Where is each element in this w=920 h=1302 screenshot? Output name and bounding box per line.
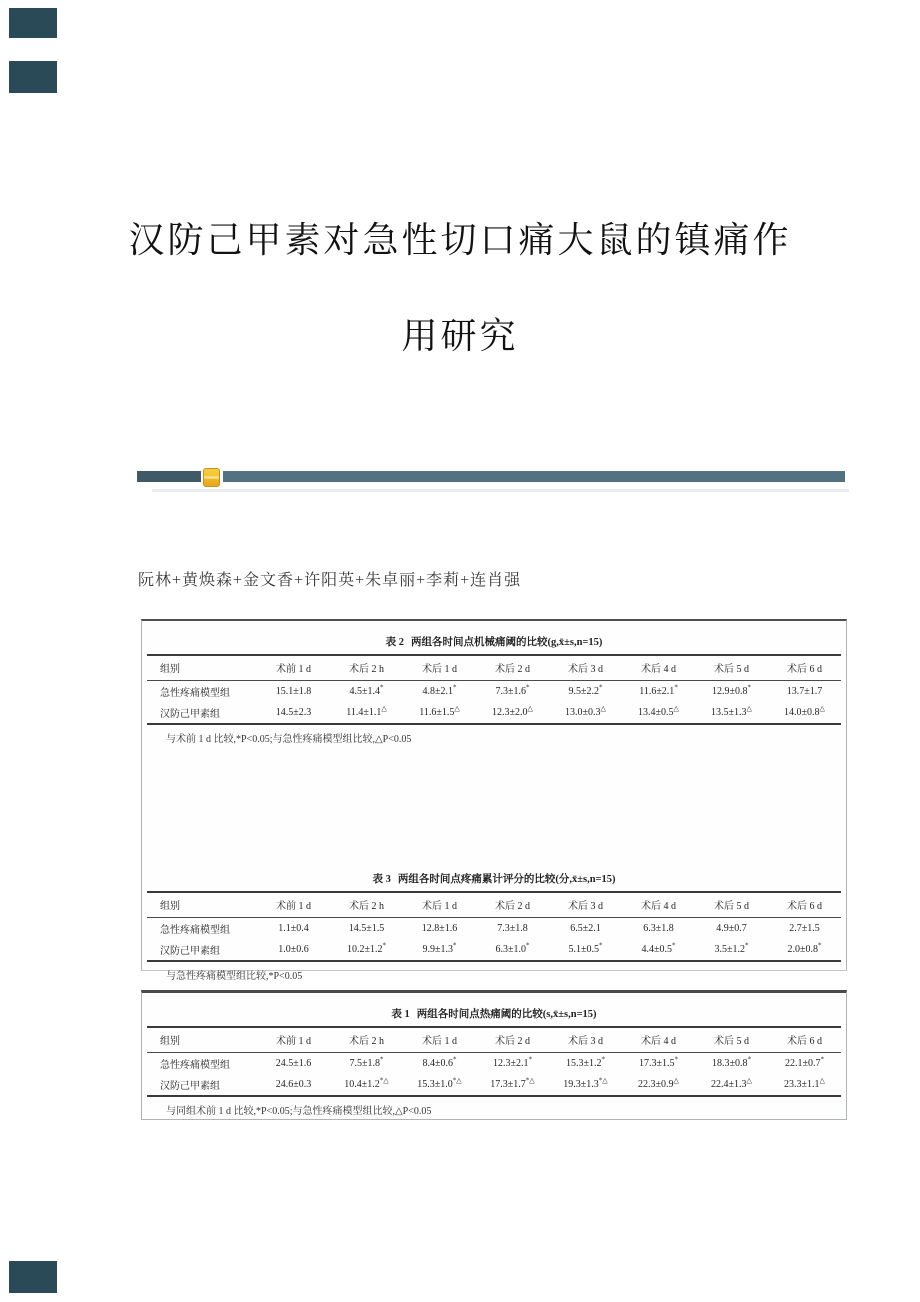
column-header: 术后 1 d [403, 892, 476, 918]
column-header: 术后 2 h [330, 1027, 403, 1053]
table-3-caption: 两组各时间点疼痛累计评分的比较(分,x̄±s,n=15) [397, 874, 616, 885]
table-row [147, 939, 841, 961]
data-cell: 22.3±0.9△ [622, 1074, 695, 1096]
column-header: 术后 6 d [768, 655, 841, 681]
table-2-caption: 两组各时间点机械痛阈的比较(g,x̄±s,n=15) [410, 637, 603, 648]
table-card-3 [142, 871, 846, 982]
table-3-footnote: 与急性疼痛模型组比较,*P<0.05 [166, 971, 303, 982]
data-cell: 19.3±1.3*△ [549, 1074, 622, 1096]
column-header: 术后 5 d [695, 1027, 768, 1053]
data-cell: 9.9±1.3* [403, 939, 476, 961]
column-header: 术后 5 d [695, 655, 768, 681]
data-cell: 1.1±0.4 [278, 923, 309, 934]
table-box-upper [141, 619, 847, 982]
data-cell: 14.0±0.8△ [768, 702, 841, 724]
row-label: 急性疼痛模型组 [160, 688, 230, 699]
table-row [147, 1053, 841, 1075]
data-cell: 1.0±0.6 [257, 939, 330, 961]
table-card-1 [142, 1006, 846, 1117]
divider-left-segment [137, 471, 201, 482]
paper-title [60, 218, 860, 358]
data-cell: 24.5±1.6 [275, 1058, 312, 1069]
corner-block-bottom [9, 1261, 57, 1293]
column-header: 组别 [147, 1027, 257, 1053]
data-cell: 23.3±1.1△ [768, 1074, 841, 1096]
corner-block-top-2 [9, 61, 57, 93]
table-1-label: 表 1 [391, 1009, 410, 1020]
data-cell: 17.3±1.7*△ [476, 1074, 549, 1096]
column-header: 术后 6 d [768, 892, 841, 918]
table-box-lower [141, 990, 847, 1120]
table-1 [147, 1026, 841, 1097]
row-label: 急性疼痛模型组 [160, 925, 230, 936]
data-cell: 12.9±0.8* [712, 683, 751, 697]
row-label: 汉防己甲素组 [147, 1074, 257, 1096]
data-cell: 2.0±0.8* [768, 939, 841, 961]
table-3-title [142, 871, 846, 886]
data-cell: 4.5±1.4* [349, 683, 384, 697]
column-header: 术后 3 d [549, 892, 622, 918]
column-header: 术后 5 d [695, 892, 768, 918]
table-row [147, 702, 841, 724]
table-3 [147, 891, 841, 962]
data-cell: 22.1±0.7* [785, 1055, 824, 1069]
data-cell: 7.5±1.8* [349, 1055, 384, 1069]
table-1-title [142, 1006, 846, 1021]
column-header: 术前 1 d [257, 892, 330, 918]
data-cell: 15.3±1.0*△ [403, 1074, 476, 1096]
data-cell: 11.4±1.1△ [330, 702, 403, 724]
data-cell: 9.5±2.2* [568, 683, 603, 697]
paper-title-line2: 用研究 [401, 316, 519, 356]
data-cell: 3.5±1.2* [695, 939, 768, 961]
data-cell: 15.1±1.8 [275, 686, 312, 697]
data-cell: 12.8±1.6 [421, 923, 458, 934]
data-cell: 13.5±1.3△ [695, 702, 768, 724]
data-cell: 2.7±1.5 [789, 923, 820, 934]
column-header: 术前 1 d [257, 655, 330, 681]
table-3-label: 表 3 [372, 874, 391, 885]
section-divider [137, 471, 845, 482]
row-label: 急性疼痛模型组 [160, 1060, 230, 1071]
table-2-footnote: 与术前 1 d 比较,*P<0.05;与急性疼痛模型组比较,△P<0.05 [166, 734, 412, 745]
table-row [147, 681, 841, 703]
data-cell: 10.4±1.2*△ [330, 1074, 403, 1096]
table-card-2 [142, 634, 846, 745]
table-2-title [142, 634, 846, 649]
data-cell: 13.7±1.7 [786, 686, 823, 697]
table-2-label: 表 2 [385, 637, 404, 648]
data-cell: 6.3±1.0* [476, 939, 549, 961]
data-cell: 13.4±0.5△ [622, 702, 695, 724]
data-cell: 24.6±0.3 [257, 1074, 330, 1096]
column-header: 术后 2 h [330, 892, 403, 918]
data-cell: 8.4±0.6* [422, 1055, 457, 1069]
data-cell: 12.3±2.0△ [476, 702, 549, 724]
data-cell: 13.0±0.3△ [549, 702, 622, 724]
column-header: 术后 6 d [768, 1027, 841, 1053]
column-header: 术后 4 d [622, 655, 695, 681]
column-header: 术后 4 d [622, 892, 695, 918]
data-cell: 4.8±2.1* [422, 683, 457, 697]
row-label: 汉防己甲素组 [147, 702, 257, 724]
paper-title-line1: 汉防己甲素对急性切口痛大鼠的镇痛作 [128, 220, 792, 260]
table-1-caption: 两组各时间点热痛阈的比较(s,x̄±s,n=15) [416, 1009, 597, 1020]
column-header: 术后 1 d [403, 1027, 476, 1053]
data-cell: 6.5±2.1 [570, 923, 601, 934]
data-cell: 5.1±0.5* [549, 939, 622, 961]
data-cell: 17.3±1.5* [639, 1055, 678, 1069]
column-header: 术后 2 d [476, 655, 549, 681]
column-header: 组别 [147, 892, 257, 918]
data-cell: 4.9±0.7 [716, 923, 747, 934]
column-header: 术后 3 d [549, 655, 622, 681]
table-2 [147, 654, 841, 725]
data-cell: 14.5±1.5 [348, 923, 385, 934]
table-row [147, 918, 841, 940]
data-cell: 11.6±2.1* [639, 683, 678, 697]
column-header: 术后 2 d [476, 1027, 549, 1053]
data-cell: 11.6±1.5△ [403, 702, 476, 724]
data-cell: 7.3±1.8 [497, 923, 528, 934]
data-cell: 18.3±0.8* [712, 1055, 751, 1069]
data-cell: 14.5±2.3 [257, 702, 330, 724]
author-line: 阮林+黄焕森+金文香+许阳英+朱卓丽+李莉+连肖强 [138, 572, 522, 589]
data-cell: 15.3±1.2* [566, 1055, 605, 1069]
table-row [147, 1074, 841, 1096]
table-1-footnote: 与同组术前 1 d 比较,*P<0.05;与急性疼痛模型组比较,△P<0.05 [166, 1106, 432, 1117]
data-cell: 7.3±1.6* [495, 683, 530, 697]
data-cell: 6.3±1.8 [643, 923, 674, 934]
column-header: 术后 2 h [330, 655, 403, 681]
data-cell: 12.3±2.1* [493, 1055, 532, 1069]
data-cell: 10.2±1.2* [330, 939, 403, 961]
data-cell: 4.4±0.5* [622, 939, 695, 961]
row-label: 汉防己甲素组 [147, 939, 257, 961]
column-header: 术后 1 d [403, 655, 476, 681]
corner-block-top-1 [9, 8, 57, 38]
note-icon [203, 468, 220, 487]
data-cell: 22.4±1.3△ [695, 1074, 768, 1096]
divider-subline [152, 489, 849, 492]
divider-right-segment [223, 471, 845, 482]
column-header: 术前 1 d [257, 1027, 330, 1053]
column-header: 组别 [147, 655, 257, 681]
column-header: 术后 3 d [549, 1027, 622, 1053]
column-header: 术后 2 d [476, 892, 549, 918]
column-header: 术后 4 d [622, 1027, 695, 1053]
